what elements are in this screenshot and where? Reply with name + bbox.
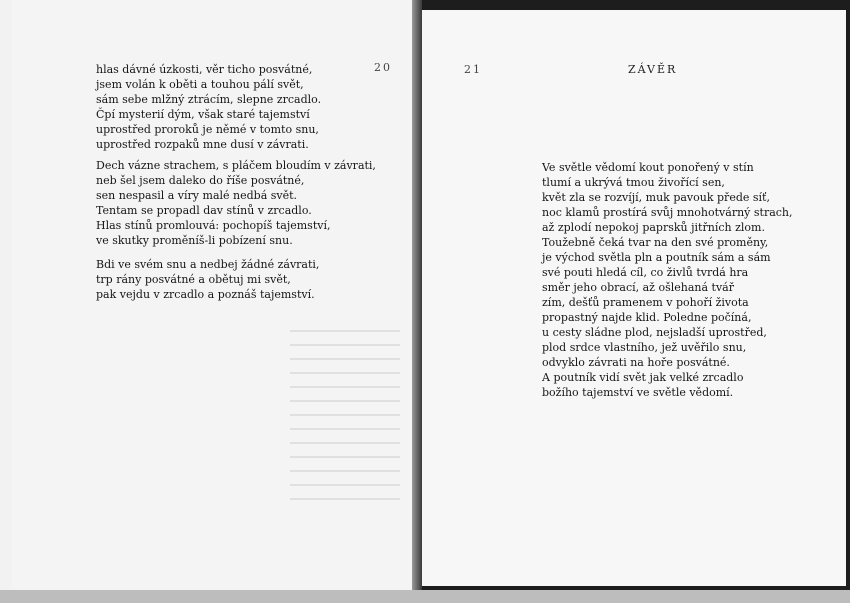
stanza-1 (96, 62, 321, 152)
verse-line: hlas dávné úzkosti, věr ticho posvátné, (96, 63, 313, 76)
stanza-3 (96, 257, 319, 302)
verse-line: propastný najde klid. Poledne počíná, (542, 311, 752, 324)
verse-line: zím, dešťů pramenem v pohoří života (542, 296, 749, 309)
verse-line: Dech vázne strachem, s pláčem bloudím v závrati, (96, 159, 376, 172)
verse-line: Ve světle vědomí kout ponořený v stín (542, 161, 754, 174)
poem-stanza (542, 160, 793, 400)
verse-line: u cesty sládne plod, nejsladší uprostřed, (542, 326, 767, 339)
verse-line: pak vejdu v zrcadlo a poznáš tajemství. (96, 288, 315, 301)
verse-line: neb šel jsem daleko do říše posvátné, (96, 174, 305, 187)
chapter-title: ZÁVĚR (628, 63, 678, 76)
left-page (12, 0, 412, 590)
verse-line: uprostřed rozpaků mne dusí v závrati. (96, 138, 309, 151)
page-number-right: 21 (464, 63, 482, 76)
verse-line: Tentam se propadl dav stínů v zrcadlo. (96, 204, 312, 217)
verse-line: božího tajemství ve světle vědomí. (542, 386, 734, 399)
book-gutter (412, 0, 422, 603)
verse-line: trp rány posvátné a obětuj mi svět, (96, 273, 291, 286)
verse-line: odvyklo závrati na hoře posvátné. (542, 356, 730, 369)
verse-line: je východ světla pln a poutník sám a sám (542, 251, 771, 264)
verse-line: uprostřed proroků je němé v tomto snu, (96, 123, 319, 136)
page-number-left: 20 (374, 61, 392, 74)
verse-line: plod srdce vlastního, jež uvěřilo snu, (542, 341, 747, 354)
right-page (422, 10, 846, 586)
verse-line: směr jeho obrací, až ošlehaná tvář (542, 281, 734, 294)
verse-line: sen nespasil a víry malé nedbá svět. (96, 189, 298, 202)
scan-bottom-edge (0, 590, 850, 603)
verse-line: ve skutky proměníš-li pobízení snu. (96, 234, 293, 247)
verse-line: Toužebně čeká tvar na den své proměny, (542, 236, 769, 249)
verse-line: květ zla se rozvíjí, muk pavouk přede síť, (542, 191, 770, 204)
verse-line: Čpí mysterií dým, však staré tajemství (96, 108, 310, 121)
show-through-text (290, 330, 400, 500)
verse-line: noc klamů prostírá svůj mnohotvárný strach, (542, 206, 793, 219)
verse-line: sám sebe mlžný ztrácím, slepne zrcadlo. (96, 93, 322, 106)
verse-line: jsem volán k oběti a touhou pálí svět, (96, 78, 304, 91)
verse-line: Bdi ve svém snu a nedbej žádné závrati, (96, 258, 320, 271)
verse-line: své pouti hledá cíl, co živlů tvrdá hra (542, 266, 749, 279)
verse-line: A poutník vidí svět jak velké zrcadlo (542, 371, 744, 384)
stanza-2 (96, 158, 376, 248)
verse-line: až zplodí nepokoj paprsků jitřních zlom. (542, 221, 765, 234)
verse-line: tlumí a ukrývá tmou živořící sen, (542, 176, 725, 189)
scan-left-edge (0, 0, 12, 603)
verse-line: Hlas stínů promlouvá: pochopíš tajemství, (96, 219, 331, 232)
